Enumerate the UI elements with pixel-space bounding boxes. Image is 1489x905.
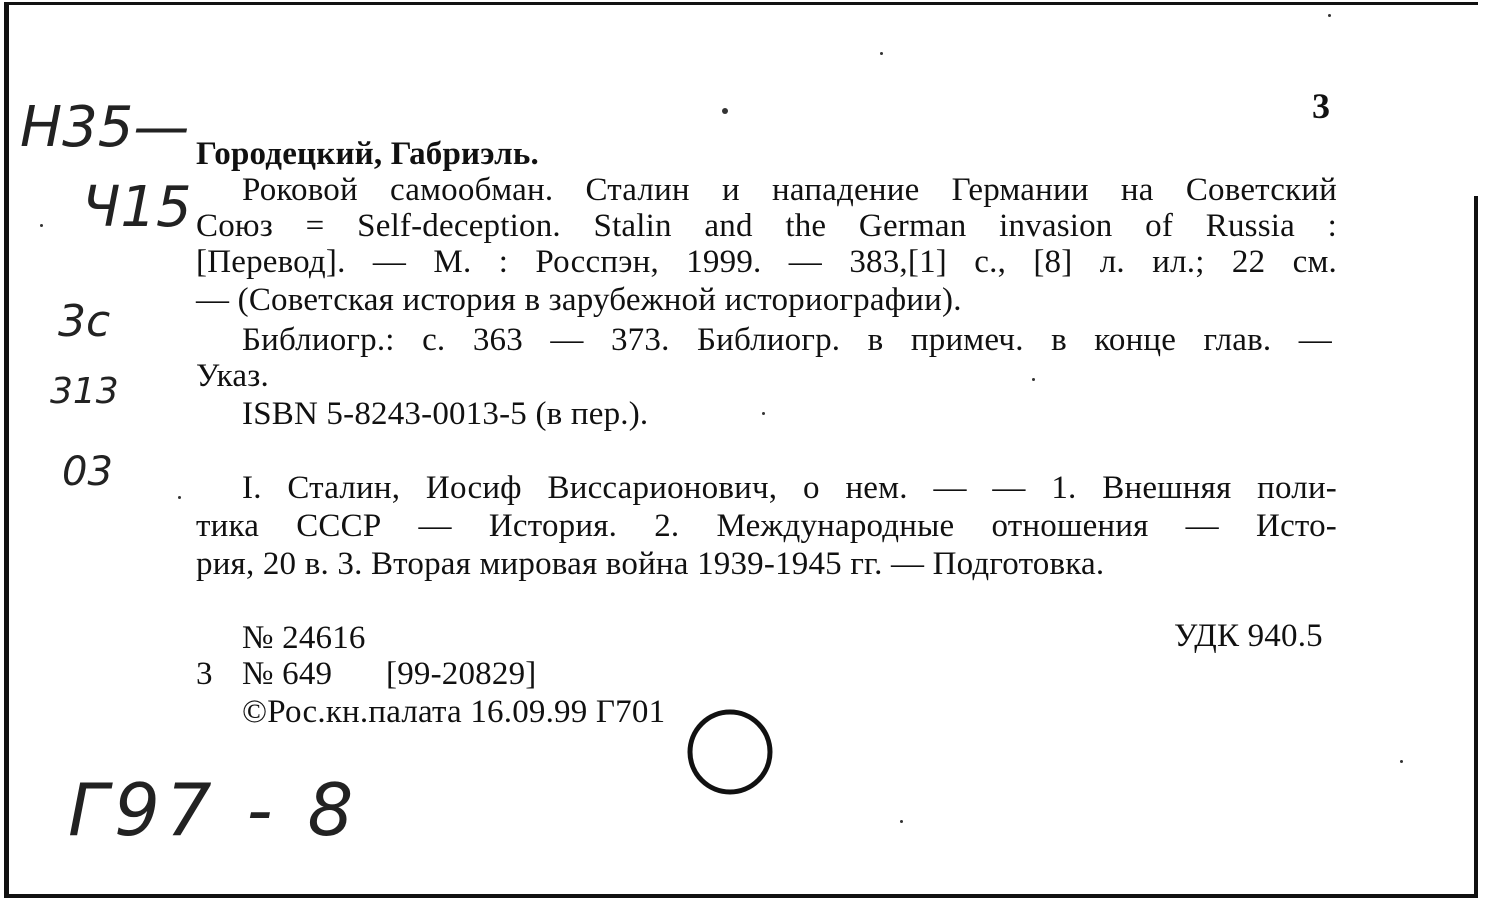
speck [762,412,765,415]
copyright-line: ©Рос.кн.палата 16.09.99 Г701 [242,694,666,730]
speck [1400,760,1403,763]
speck [1328,14,1331,17]
description-line-2: Союз = Self-deception. Stalin and the German invasion of Russia : [196,208,1337,244]
bottom-handwriting: Г97 - 8 [68,768,360,852]
margin-note-1: 3с [58,296,111,347]
subject-line-2: тика СССР — История. 2. Международные отношения — Исто- [196,508,1337,544]
margin-note-2: 313 [50,371,119,412]
speck [178,496,181,499]
subject-line-3: рия, 20 в. 3. Вторая мировая война 1939-1945 гг. — Подготовка. [196,546,1105,582]
shelfmark-line1: Н35— [20,95,190,160]
isbn: ISBN 5-8243-0013-5 (в пер.). [242,396,649,432]
description-line-4: — (Советская история в зарубежной историографии). [196,282,962,318]
speck [722,108,728,114]
notes-line-2: Указ. [196,358,269,394]
margin-note-3: 03 [62,449,113,495]
card-right-edge [1474,196,1478,896]
notes-line-1: Библиогр.: с. 363 — 373. Библиогр. в примеч. в конце глав. — [242,322,1332,358]
shelfmark-line2: Ч15 [82,175,192,240]
speck [40,224,43,227]
registry-number-2: № 649 [242,656,333,692]
speck [900,820,903,823]
registry-number-1: № 24616 [242,620,366,656]
description-line-1: Роковой самообман. Сталин и нападение Германии на Советский [242,172,1337,208]
registry-copies: 3 [196,656,213,692]
card-number: 3 [1312,86,1331,126]
registry-code: [99-20829] [386,656,537,692]
subject-line-1: I. Сталин, Иосиф Виссарионович, о нем. — — 1. Внешняя поли- [242,470,1337,506]
speck [1032,378,1035,381]
author-heading: Городецкий, Габриэль. [196,136,539,172]
card-hole-icon [682,704,782,804]
udc-code: УДК 940.5 [1174,618,1323,654]
description-line-3: [Перевод]. — М. : Росспэн, 1999. — 383,[1] с., [8] л. ил.; 22 см. [196,244,1337,280]
speck [880,52,883,55]
